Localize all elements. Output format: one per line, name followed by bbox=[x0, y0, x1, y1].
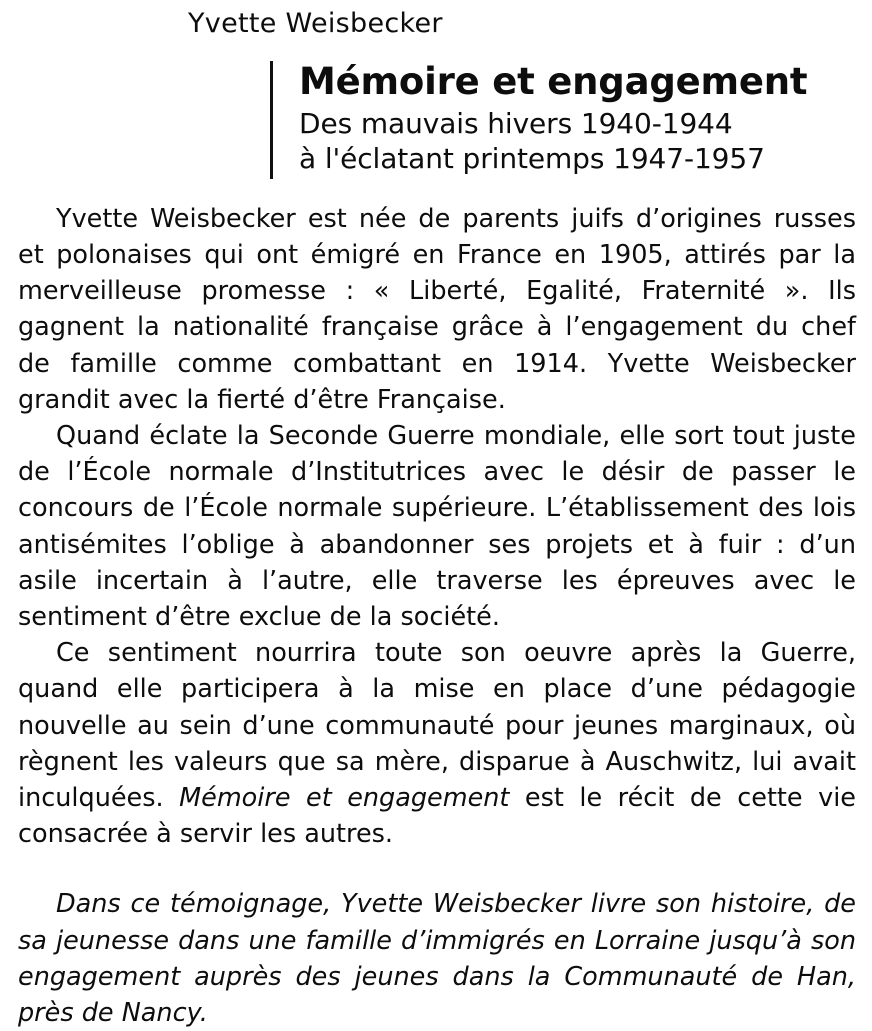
paragraph-3-title-mention: Mémoire et engagement bbox=[179, 782, 510, 813]
paragraph-3-lead: Ce sentiment nourrira toute son oeuvre après la Guerre, quand elle participera à la mise en place d’une pédagogie nouvelle au sein d’une communauté pour jeunes marginaux, où règnent les valeurs que sa mère, disparue à Auschwitz, lui avait inculquées. bbox=[18, 638, 856, 813]
paragraph-1: Yvette Weisbecker est née de parents juifs d’origines russes et polonaises qui ont émigré en France en 1905, attirés par la merveilleuse promesse : « Liberté, Egalité, Fraternité ». Ils gagnent la nationalité française grâce à l’engagement du chef de famille comme combattant en 1914. Yvette Weisbecker grandit avec la fierté d’être Française. bbox=[18, 203, 856, 415]
title-texts bbox=[299, 61, 854, 179]
author-name: Yvette Weisbecker bbox=[188, 8, 443, 39]
paragraph-2: Quand éclate la Seconde Guerre mondiale, elle sort tout juste de l’École normale d’Institutrices avec le désir de passer le concours de l’École normale supérieure. L’établissement des lois antisémites l’oblige à abandonner ses projets et à fuir : d’un asile incertain à l’autre, elle traverse les épreuves avec le sentiment d’être exclue de la société. bbox=[18, 420, 856, 632]
book-title: Mémoire et engagement bbox=[299, 59, 808, 103]
title-block bbox=[0, 61, 872, 179]
paragraph-4: Dans ce témoignage, Yvette Weisbecker livre son histoire, de sa jeunesse dans une famille d’immigrés en Lorraine jusqu’à son engagement auprès des jeunes dans la Communauté de Han, près de Nancy. bbox=[18, 889, 856, 1028]
paragraph-3-tail: est le récit de cette vie consacrée à servir les autres. bbox=[18, 782, 856, 850]
paragraph-spacer bbox=[18, 852, 856, 886]
title-vertical-rule bbox=[270, 61, 273, 179]
book-subtitle-line-1: Des mauvais hivers 1940-1944 bbox=[299, 107, 733, 141]
book-subtitle-line-2: à l'éclatant printemps 1947-1957 bbox=[299, 142, 765, 176]
back-cover-body bbox=[0, 201, 872, 1031]
paragraph-3 bbox=[18, 635, 856, 852]
